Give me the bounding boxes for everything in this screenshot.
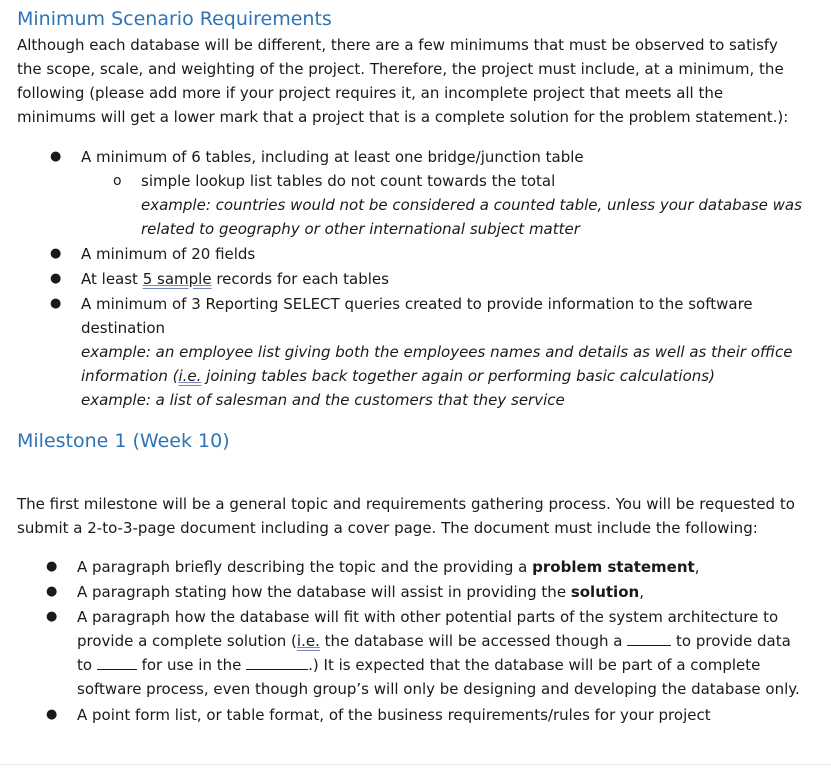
spellcheck-marked-text: i.e. xyxy=(296,632,320,650)
text-run: provide a complete solution ( xyxy=(77,632,297,650)
bold-text: solution xyxy=(570,583,640,601)
sub-list-item xyxy=(141,169,802,241)
paragraph-line: The first milestone will be a general topic and requirements gathering process. You will be requested to xyxy=(17,495,795,513)
fill-in-blank xyxy=(246,655,308,670)
list-item-text: software process, even though group’s will only be designing and developing the database only. xyxy=(77,680,800,698)
list-item-text: destination xyxy=(81,319,166,337)
bullet-icon: ● xyxy=(50,296,62,311)
heading-milestone-1: Milestone 1 (Week 10) xyxy=(17,430,230,452)
intro-line: minimums will get a lower mark that a project that is a complete solution for the problem statement.): xyxy=(17,108,789,126)
intro-line: the scope, scale, and weighting of the project. Therefore, the project must include, at a minimum, the xyxy=(17,60,784,78)
list-item-text: A minimum of 6 tables, including at least one bridge/junction table xyxy=(81,148,584,166)
text-run: At least xyxy=(81,270,143,288)
list-item-text xyxy=(77,580,644,604)
spellcheck-marked-text: 5 sample xyxy=(142,270,212,288)
fill-in-blank xyxy=(627,631,671,646)
list-item xyxy=(77,703,711,727)
bullet-icon: ● xyxy=(50,246,62,261)
list-item xyxy=(77,580,644,604)
list-item xyxy=(77,605,800,701)
list-item-text: A paragraph how the database will fit with other potential parts of the system architecture to xyxy=(77,608,779,626)
text-run: A paragraph briefly describing the topic and the providing a xyxy=(77,558,533,576)
list-item-text: A point form list, or table format, of the business requirements/rules for your project xyxy=(77,706,711,724)
text-run: , xyxy=(694,558,700,576)
list-item-text: A minimum of 20 fields xyxy=(81,245,256,263)
bullet-icon: ● xyxy=(46,584,58,599)
list-item xyxy=(77,555,699,579)
sub-bullet-icon: o xyxy=(113,173,122,189)
bullet-icon: ● xyxy=(46,559,58,574)
list-item-text xyxy=(77,555,699,579)
example-text: related to geography or other international subject matter xyxy=(141,220,580,238)
bold-text: problem statement xyxy=(532,558,695,576)
text-run: A paragraph stating how the database will assist in providing the xyxy=(77,583,571,601)
sub-list-item-text: simple lookup list tables do not count towards the total xyxy=(141,172,556,190)
paragraph-line: submit a 2-to-3-page document including a cover page. The document must include the following: xyxy=(17,519,758,537)
text-run: records for each tables xyxy=(211,270,389,288)
list-item-text: A minimum of 3 Reporting SELECT queries created to provide information to the software xyxy=(81,295,753,313)
intro-paragraph xyxy=(17,33,817,129)
list-item-text xyxy=(81,267,389,291)
text-run: to provide data xyxy=(671,632,791,650)
intro-line: following (please add more if your project requires it, an incomplete project that meets all the xyxy=(17,84,724,102)
text-run: .) It is expected that the database will be part of a complete xyxy=(308,656,761,674)
text-run: the database will be accessed though a xyxy=(319,632,628,650)
list-item xyxy=(81,267,389,291)
text-run: joining tables back together again or performing basic calculations) xyxy=(201,367,715,385)
example-text xyxy=(81,364,792,388)
heading-minimum-scenario-requirements: Minimum Scenario Requirements xyxy=(17,8,332,30)
list-item-text xyxy=(77,629,800,653)
list-item xyxy=(81,242,255,266)
list-item-text xyxy=(77,653,800,677)
fill-in-blank xyxy=(97,655,137,670)
text-run: information ( xyxy=(81,367,179,385)
bullet-icon: ● xyxy=(46,609,58,624)
list-item xyxy=(81,292,792,412)
list-item xyxy=(81,145,584,169)
page-bottom-divider xyxy=(0,764,831,765)
bullet-icon: ● xyxy=(50,271,62,286)
text-run: for use in the xyxy=(136,656,247,674)
example-text: example: an employee list giving both the employees names and details as well as their office xyxy=(81,343,793,361)
milestone-paragraph xyxy=(17,492,817,540)
example-text: example: countries would not be considered a counted table, unless your database was xyxy=(141,196,802,214)
text-run: to xyxy=(77,656,97,674)
bullet-icon: ● xyxy=(50,149,62,164)
intro-line: Although each database will be different, there are a few minimums that must be observed to satisfy xyxy=(17,36,778,54)
example-text: example: a list of salesman and the customers that they service xyxy=(81,391,565,409)
text-run: , xyxy=(639,583,644,601)
bullet-icon: ● xyxy=(46,707,58,722)
spellcheck-marked-text: i.e. xyxy=(178,367,202,385)
